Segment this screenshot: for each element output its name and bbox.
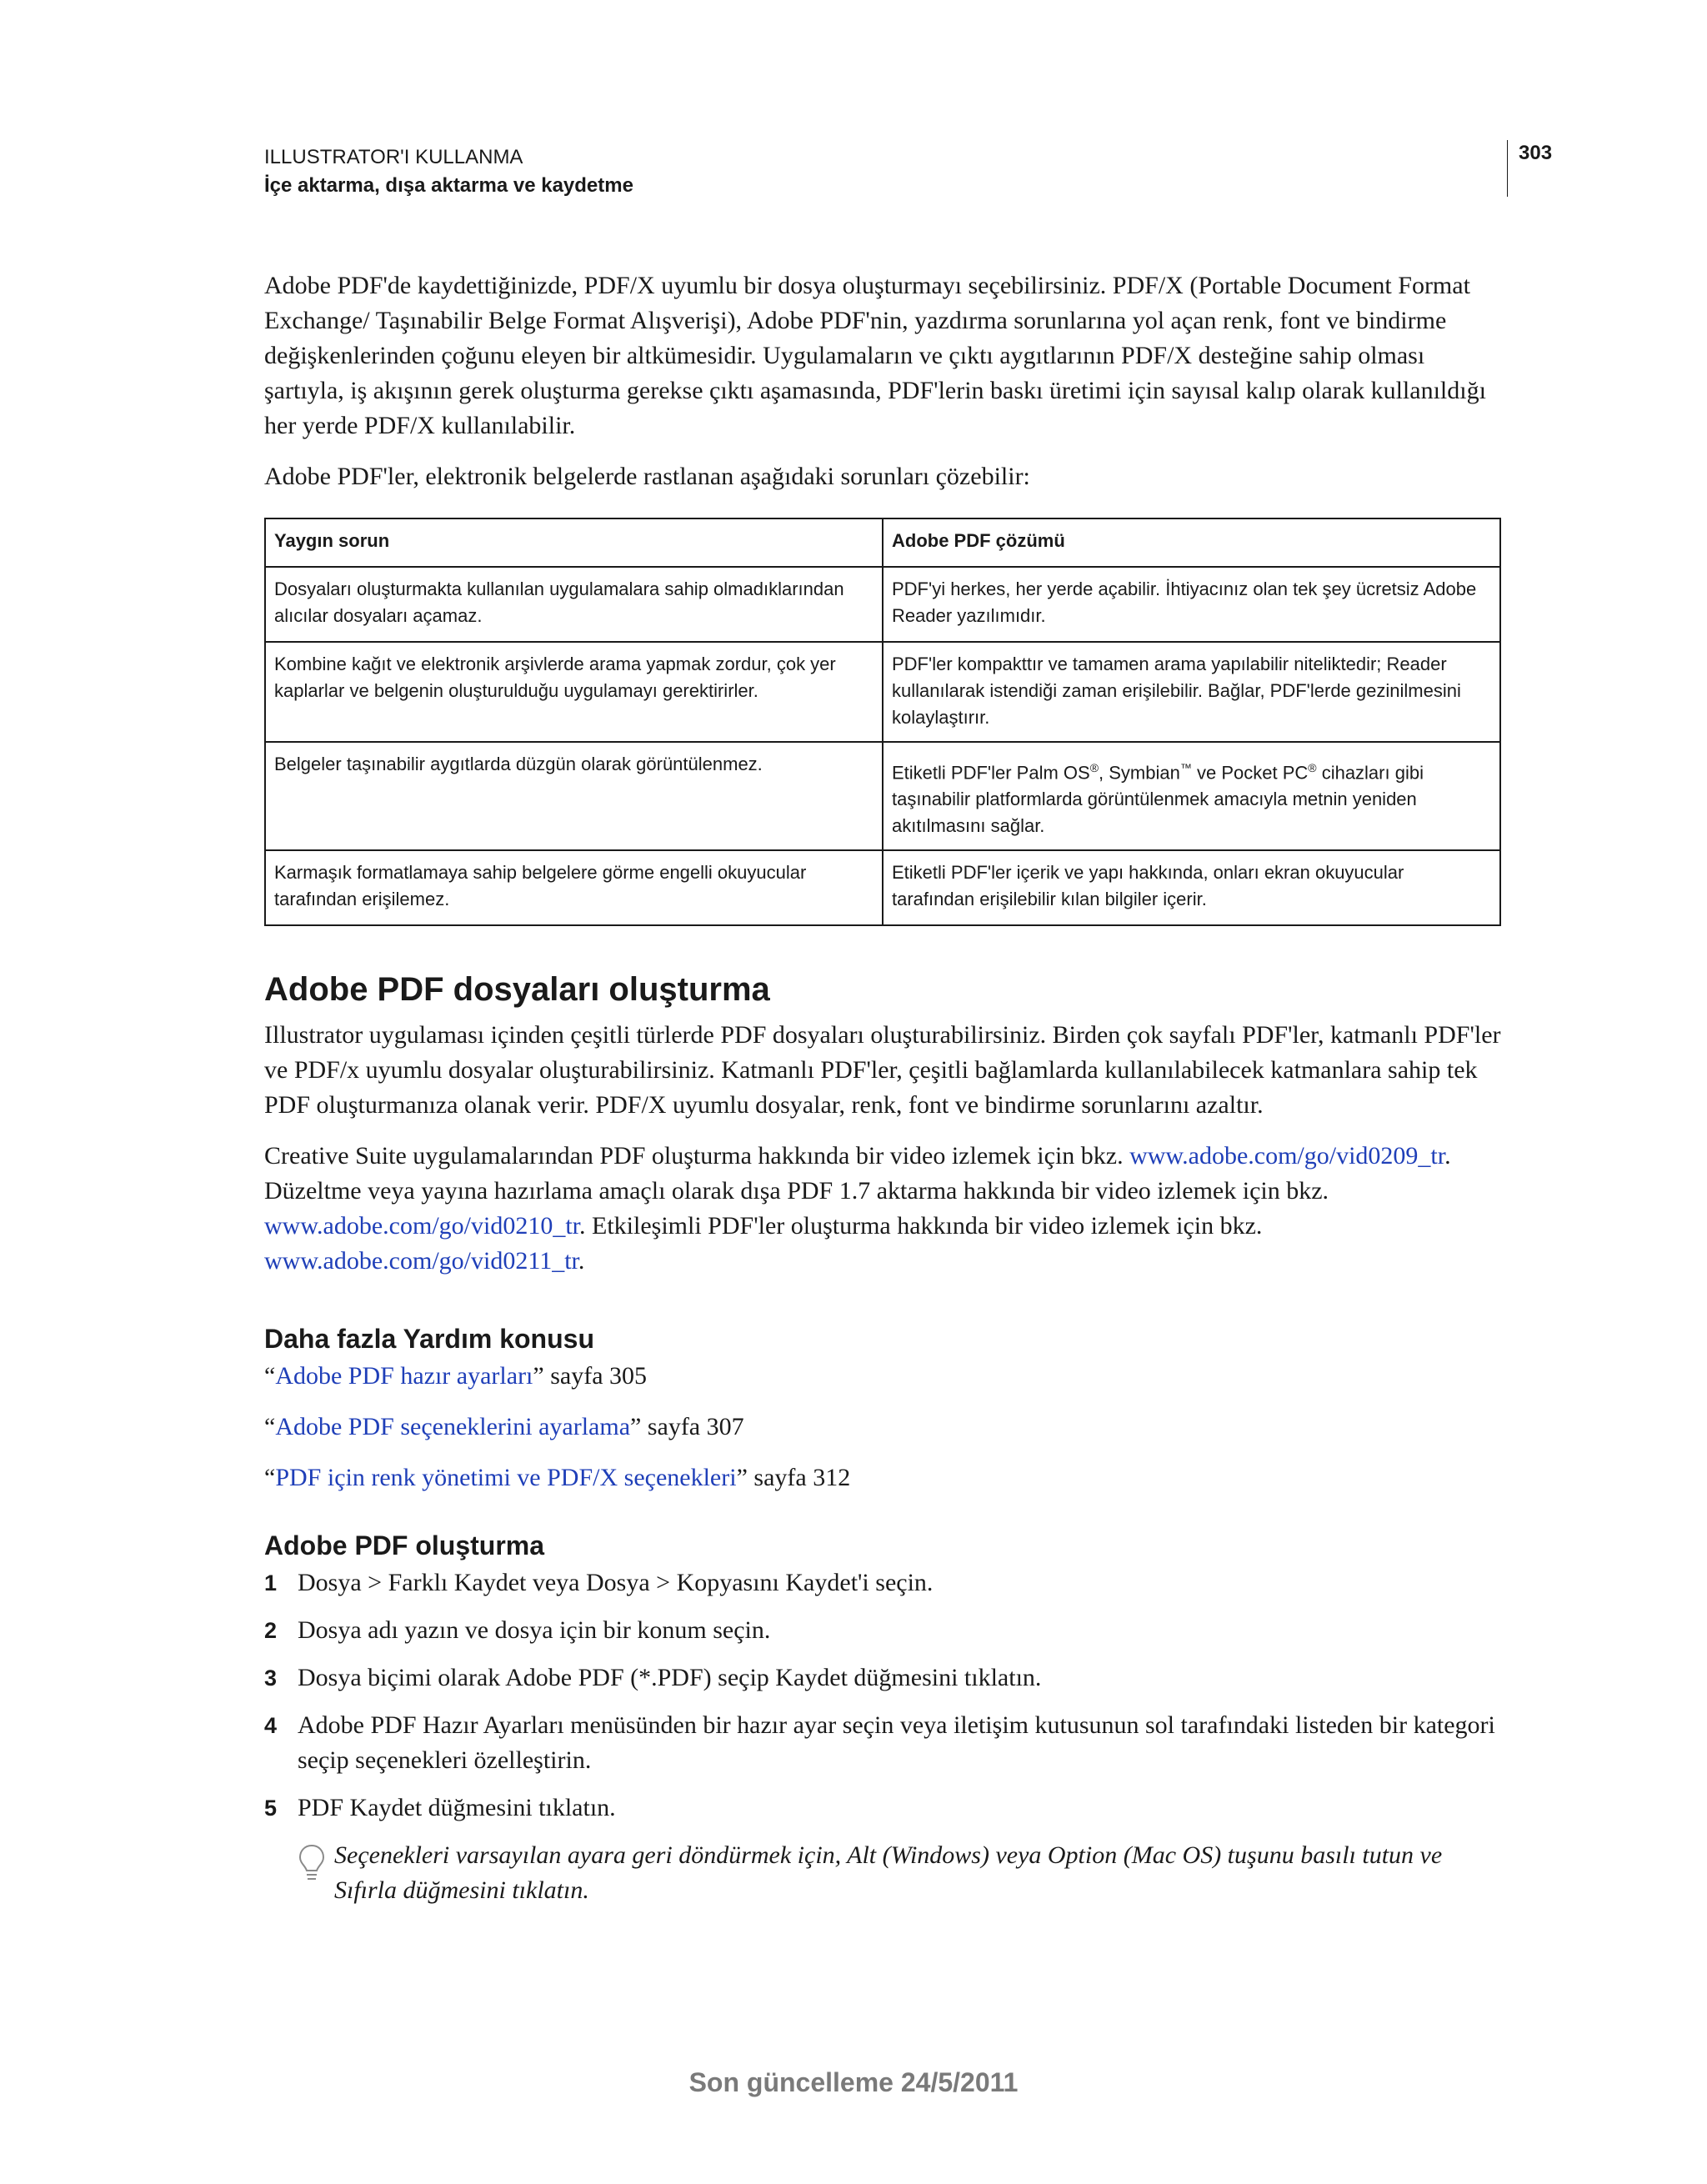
- header-subtitle: İçe aktarma, dışa aktarma ve kaydetme: [264, 174, 633, 197]
- problems-table: [264, 518, 1501, 926]
- footer-last-updated: Son güncelleme 24/5/2011: [688, 2067, 1019, 2097]
- paragraph-text: .: [578, 1247, 585, 1275]
- tip-text: Seçenekleri varsayılan ayara geri döndürmek için, Alt (Windows) veya Option (Mac OS) tuşunu basılı tutun ve Sıfırla düğmesini tıklatın.: [334, 1841, 1443, 1905]
- registered-mark: ®: [1308, 761, 1317, 774]
- table-row: [265, 642, 1500, 742]
- list-item: [264, 1565, 1501, 1600]
- step-text: Dosya biçimi olarak Adobe PDF (*.PDF) seçip Kaydet düğmesini tıklatın.: [298, 1664, 1042, 1692]
- table-cell-solution: PDF'ler kompakttır ve tamamen arama yapılabilir niteliktedir; Reader kullanılarak istendiği zaman erişilebilir. Bağlar, PDF'lerde gezinilmesini kolaylaştırır.: [883, 642, 1500, 742]
- list-item: [264, 1791, 1501, 1826]
- quote-open: “: [264, 1413, 276, 1441]
- quote-open: “: [264, 1362, 276, 1390]
- section-paragraph-1: Illustrator uygulaması içinden çeşitli türlerde PDF dosyaları oluşturabilirsiniz. Birden çok sayfalı PDF'ler, katmanlı PDF'ler ve PDF/x uyumlu dosyalar oluşturabilirsiniz. Katmanlı PDF'ler, çeşitli bağlamlarda kullanılabilecek katmanlara sahip tek PDF oluşturmanıza olanak verir. PDF/X uyumlu dosyalar, renk, font ve bindirme sorunlarını azaltır.: [264, 1021, 1501, 1120]
- step-number: 2: [264, 1618, 278, 1644]
- intro-paragraph-2: Adobe PDF'ler, elektronik belgelerde rastlanan aşağıdaki sorunları çözebilir:: [264, 463, 1030, 490]
- step-number: 1: [264, 1570, 278, 1596]
- running-header: [264, 143, 633, 200]
- step-text: Dosya adı yazın ve dosya için bir konum seçin.: [298, 1616, 771, 1645]
- create-heading: Adobe PDF oluşturma: [264, 1530, 545, 1561]
- table-row: [265, 567, 1500, 642]
- step-number: 5: [264, 1796, 278, 1821]
- intro-paragraph-1: Adobe PDF'de kaydettiğinizde, PDF/X uyumlu bir dosya oluşturmayı seçebilirsiniz. PDF/X (Portable Document Format Exchange/ Taşınabilir Belge Format Alışverişi), Adobe PDF'nin, yazdırma sorunlarına yol açan renk, font ve bindirme değişkenlerinden çoğunu eleyen bir altkümesidir. Uygulamaların ve çıktı aygıtlarının PDF/X desteğine sahip olması şartıyla, iş akışının gerek oluşturma gerekse çıktı aşamasında, PDF'lerin baskı üretimi için sayısal kalıp olarak kullanıldığı her yerde PDF/X kullanılabilir.: [264, 272, 1486, 439]
- page-number-rule: [1507, 140, 1508, 197]
- step-text: PDF Kaydet düğmesini tıklatın.: [298, 1794, 616, 1822]
- step-text: Dosya > Farklı Kaydet veya Dosya > Kopyasını Kaydet'i seçin.: [298, 1569, 934, 1597]
- section-paragraph-2: [264, 1139, 1501, 1279]
- table-cell-problem: Belgeler taşınabilir aygıtlarda düzgün olarak görüntülenmez.: [265, 742, 883, 850]
- video-link-3[interactable]: www.adobe.com/go/vid0211_tr: [264, 1247, 578, 1275]
- step-text: Adobe PDF Hazır Ayarları menüsünden bir hazır ayar seçin veya iletişim kutusunun sol tarafındaki listeden bir kategori seçip seçenekleri özelleştirin.: [298, 1711, 1495, 1775]
- related-heading: Daha fazla Yardım konusu: [264, 1324, 594, 1355]
- table-cell-problem: Dosyaları oluşturmakta kullanılan uygulamalara sahip olmadıklarından alıcılar dosyaları açamaz.: [265, 567, 883, 642]
- video-link-1[interactable]: www.adobe.com/go/vid0209_tr: [1129, 1142, 1445, 1170]
- table-row: [265, 850, 1500, 925]
- paragraph-text: . Düzeltme veya yayına hazırlama amaçlı olarak dışa PDF 1.7 aktarma hakkında bir video izlemek için bkz.: [264, 1142, 1451, 1205]
- table-cell-solution: Etiketli PDF'ler içerik ve yapı hakkında, onları ekran okuyucular tarafından erişilebilir kılan bilgiler içerir.: [883, 850, 1500, 925]
- solution-text: Etiketli PDF'ler Palm OS: [892, 762, 1090, 784]
- related-item: [264, 1410, 1501, 1445]
- page-body: [264, 268, 1501, 1908]
- solution-text: cihazları gibi taşınabilir platformlarda görüntülenmek amacıyla metnin yeniden akıtılmasını sağlar.: [892, 762, 1424, 837]
- related-link-color-management[interactable]: PDF için renk yönetimi ve PDF/X seçenekleri: [275, 1464, 737, 1492]
- table-cell-problem: Karmaşık formatlamaya sahip belgelere görme engelli okuyucular tarafından erişilemez.: [265, 850, 883, 925]
- paragraph-text: Creative Suite uygulamalarından PDF oluşturma hakkında bir video izlemek için bkz.: [264, 1142, 1130, 1170]
- list-item: [264, 1661, 1501, 1696]
- page-number: 303: [1519, 142, 1553, 164]
- related-page-ref: ” sayfa 312: [736, 1464, 851, 1492]
- quote-open: “: [264, 1464, 276, 1492]
- solution-text: , Symbian: [1099, 762, 1180, 784]
- paragraph-text: . Etkileşimli PDF'ler oluşturma hakkında bir video izlemek için bkz.: [579, 1212, 1263, 1240]
- table-cell-solution: PDF'yi herkes, her yerde açabilir. İhtiyacınız olan tek şey ücretsiz Adobe Reader yazılımıdır.: [883, 567, 1500, 642]
- tip-note: [264, 1838, 1501, 1908]
- table-header-problem: Yaygın sorun: [265, 518, 883, 567]
- steps-list: [264, 1565, 1501, 1826]
- step-number: 3: [264, 1666, 278, 1691]
- related-link-options[interactable]: Adobe PDF seçeneklerini ayarlama: [275, 1413, 631, 1441]
- table-header-row: [265, 518, 1500, 567]
- video-link-2[interactable]: www.adobe.com/go/vid0210_tr: [264, 1212, 580, 1240]
- related-item: [264, 1359, 1501, 1394]
- header-title: ILLUSTRATOR'I KULLANMA: [264, 146, 523, 168]
- table-cell-problem: Kombine kağıt ve elektronik arşivlerde arama yapmak zordur, çok yer kaplarlar ve belgenin oluşturulduğu uygulamayı gerektirirler.: [265, 642, 883, 742]
- lightbulb-icon: [298, 1843, 326, 1885]
- solution-text: ve Pocket PC: [1191, 762, 1309, 784]
- section-heading: Adobe PDF dosyaları oluşturma: [264, 971, 770, 1009]
- step-number: 4: [264, 1713, 278, 1739]
- trademark-mark: ™: [1179, 761, 1192, 774]
- related-page-ref: ” sayfa 307: [630, 1413, 744, 1441]
- related-page-ref: ” sayfa 305: [533, 1362, 648, 1390]
- table-header-solution: Adobe PDF çözümü: [883, 518, 1500, 567]
- table-row: [265, 742, 1500, 850]
- list-item: [264, 1708, 1501, 1778]
- registered-mark: ®: [1089, 761, 1099, 774]
- related-topics: [264, 1359, 1501, 1495]
- list-item: [264, 1613, 1501, 1648]
- related-item: [264, 1460, 1501, 1495]
- related-link-presets[interactable]: Adobe PDF hazır ayarları: [275, 1362, 533, 1390]
- table-cell-solution: [883, 742, 1500, 850]
